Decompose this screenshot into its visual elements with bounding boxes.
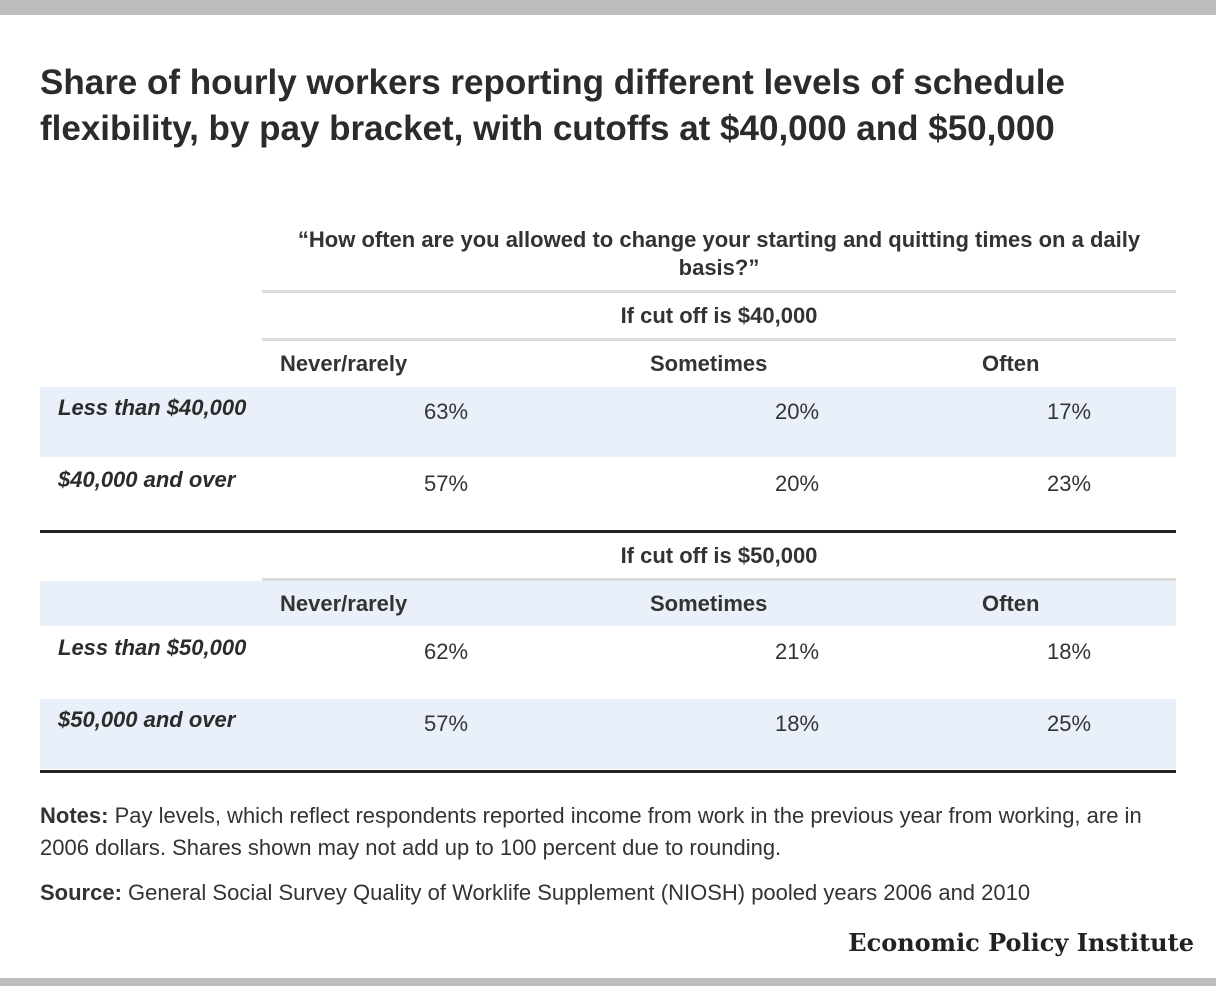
- section-heading-40k: If cut off is $40,000: [620, 303, 818, 328]
- table-bottom-rule: [40, 770, 1176, 773]
- table-cell: 18%: [774, 711, 820, 736]
- source-text: General Social Survey Quality of Worklife Supplement (NIOSH) pooled years 2006 and 2010: [121, 880, 1031, 905]
- chart-title: Share of hourly workers reporting different levels of schedule flexibility, by pay bracket, with cutoffs at $40,000 and $50,000: [40, 63, 1065, 148]
- column-header-sometimes: Sometimes: [650, 591, 768, 616]
- table-cell: 17%: [1046, 399, 1092, 424]
- survey-question: “How often are you allowed to change your starting and quitting times on a daily basis?”: [297, 227, 1141, 280]
- table-cell: 20%: [774, 399, 820, 424]
- source: [40, 877, 1200, 909]
- column-header-often: Often: [982, 351, 1040, 376]
- section-divider: [40, 530, 1176, 533]
- table-cell: 20%: [774, 471, 820, 496]
- notes-text: Pay levels, which reflect respondents reported income from work in the previous year from working, are in 2006 dollars. Shares shown may not add up to 100 percent due to rounding.: [40, 803, 1142, 860]
- row-label-less-than-40k: Less than $40,000: [58, 395, 247, 420]
- notes: [40, 800, 1180, 864]
- column-header-never-rarely: Never/rarely: [280, 591, 408, 616]
- column-header-sometimes: Sometimes: [650, 351, 768, 376]
- table-cell: 62%: [423, 639, 469, 664]
- row-label-less-than-50k: Less than $50,000: [58, 635, 247, 660]
- divider: [262, 338, 1176, 341]
- column-header-often: Often: [982, 591, 1040, 616]
- top-frame-bar: [0, 0, 1216, 15]
- bottom-frame-bar: [0, 978, 1216, 986]
- table-cell: 25%: [1046, 711, 1092, 736]
- notes-label: Notes:: [40, 803, 109, 828]
- source-label: Source:: [40, 880, 122, 905]
- table-cell: 23%: [1046, 471, 1092, 496]
- table-cell: 57%: [423, 711, 469, 736]
- row-label-40k-and-over: $40,000 and over: [58, 467, 236, 492]
- divider: [262, 290, 1176, 293]
- section-heading-50k: If cut off is $50,000: [620, 543, 818, 568]
- column-header-never-rarely: Never/rarely: [280, 351, 408, 376]
- table-cell: 57%: [423, 471, 469, 496]
- table-cell: 63%: [423, 399, 469, 424]
- row-label-50k-and-over: $50,000 and over: [58, 707, 236, 732]
- table-cell: 18%: [1046, 639, 1092, 664]
- table-cell: 21%: [774, 639, 820, 664]
- publisher-logo: Economic Policy Institute: [848, 928, 1194, 957]
